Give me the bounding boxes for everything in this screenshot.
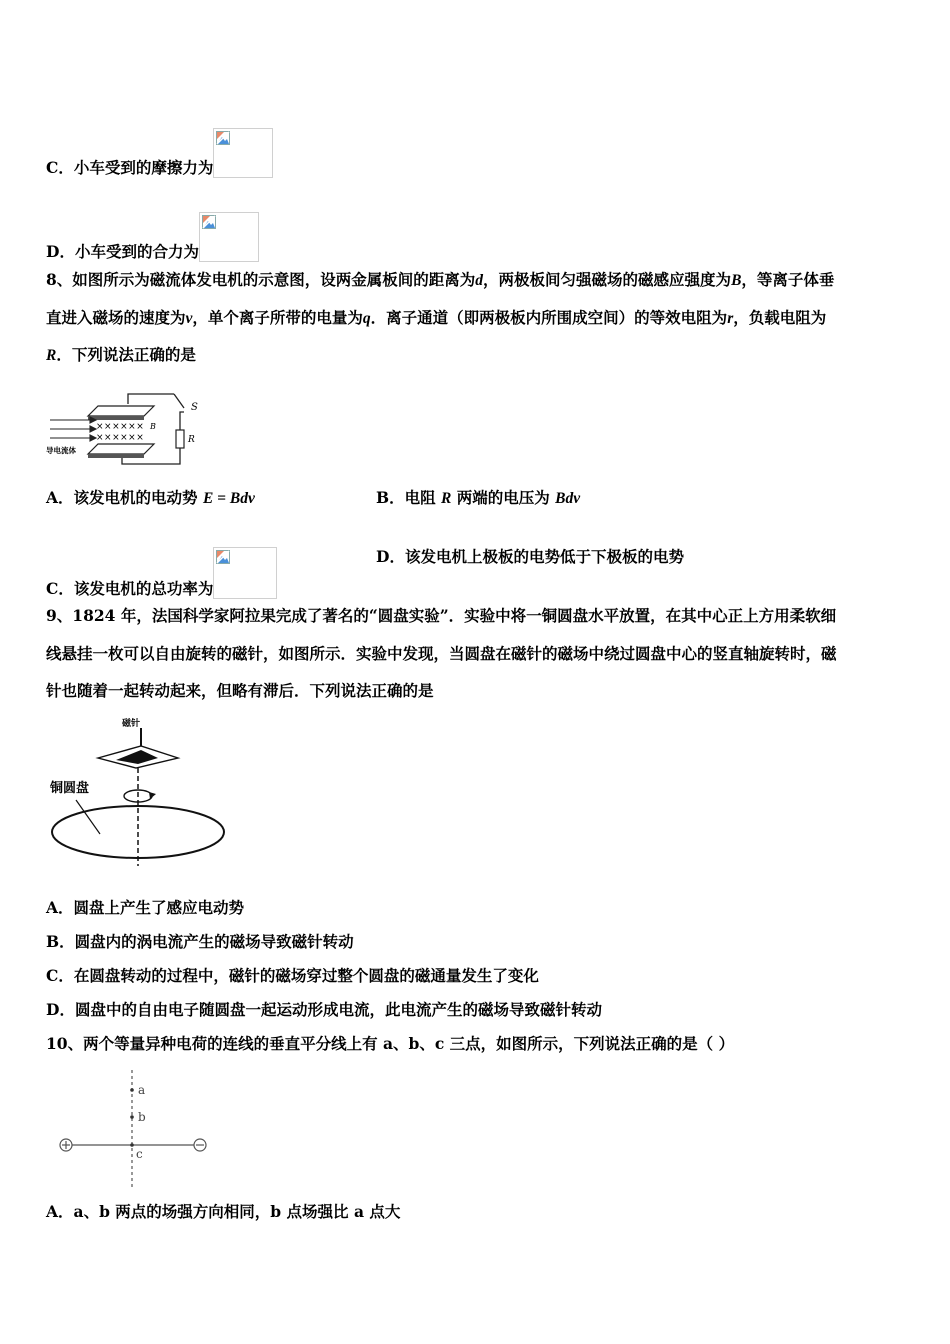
- q9-option-b: B．圆盘内的涡电流产生的磁场导致磁针转动: [46, 932, 354, 951]
- svg-text:R: R: [188, 435, 195, 445]
- q8-option-d: D．该发电机上极板的电势低于下极板的电势: [376, 547, 684, 566]
- svg-text:××××××: ××××××: [96, 422, 145, 432]
- q9-stem-line2: 线悬挂一枚可以自由旋转的磁针，如图所示．实验中发现，当圆盘在磁针的磁场中绕过圆盘中心的竖直轴旋转时，磁: [46, 644, 837, 663]
- svg-text:c: c: [136, 1147, 143, 1161]
- q9-option-c: C．在圆盘转动的过程中，磁针的磁场穿过整个圆盘的磁通量发生了变化: [46, 966, 539, 985]
- svg-text:磁针: 磁针: [122, 719, 141, 729]
- q7-option-d: D．小车受到的合力为: [46, 212, 259, 262]
- mhd-generator-figure: [46, 382, 206, 468]
- q8-stem-line1: 8、如图所示为磁流体发电机的示意图，设两金属板间的距离为d，两极板间匀强磁场的磁感应强度为B，等离子体垂: [46, 270, 835, 289]
- arago-disk-figure: [46, 716, 231, 874]
- q9-option-a: A．圆盘上产生了感应电动势: [46, 898, 245, 917]
- dipole-figure: [52, 1066, 212, 1192]
- q9-stem-line1: 9、1824 年，法国科学家阿拉果完成了著名的“圆盘实验”．实验中将一铜圆盘水平放置，在其中心正上方用柔软细: [46, 606, 837, 625]
- q9-option-d: D．圆盘中的自由电子随圆盘一起运动形成电流，此电流产生的磁场导致磁针转动: [46, 1000, 602, 1019]
- svg-text:b: b: [138, 1110, 146, 1124]
- q10-stem-line1: 10、两个等量异种电荷的连线的垂直平分线上有 a、b、c 三点，如图所示，下列说法正确的是（ ）: [46, 1034, 735, 1053]
- broken-image-icon: [213, 128, 273, 178]
- q9-stem-line3: 针也随着一起转动起来，但略有滞后．下列说法正确的是: [46, 681, 434, 700]
- q8-stem-line3: R．下列说法正确的是: [46, 345, 196, 364]
- q8-option-c: C．该发电机的总功率为: [46, 547, 277, 599]
- svg-text:a: a: [138, 1083, 146, 1097]
- q8-option-a: A．该发电机的电动势 E = Bdv: [46, 488, 255, 507]
- broken-image-icon: [199, 212, 259, 262]
- svg-text:导电流体: 导电流体: [46, 446, 76, 455]
- broken-image-icon: [213, 547, 277, 599]
- svg-text:铜圆盘: 铜圆盘: [50, 781, 90, 796]
- q10-option-a: A．a、b 两点的场强方向相同，b 点场强比 a 点大: [46, 1202, 401, 1221]
- svg-text:××××××: ××××××: [96, 433, 145, 443]
- svg-text:B: B: [150, 422, 156, 431]
- q8-option-b: B．电阻 R 两端的电压为 Bdv: [376, 488, 581, 507]
- q7-option-c: C．小车受到的摩擦力为: [46, 128, 273, 178]
- svg-text:S: S: [191, 402, 198, 413]
- q8-stem-line2: 直进入磁场的速度为v，单个离子所带的电量为q．离子通道（即两极板内所围成空间）的等效电阻为r，负载电阻为: [46, 308, 827, 327]
